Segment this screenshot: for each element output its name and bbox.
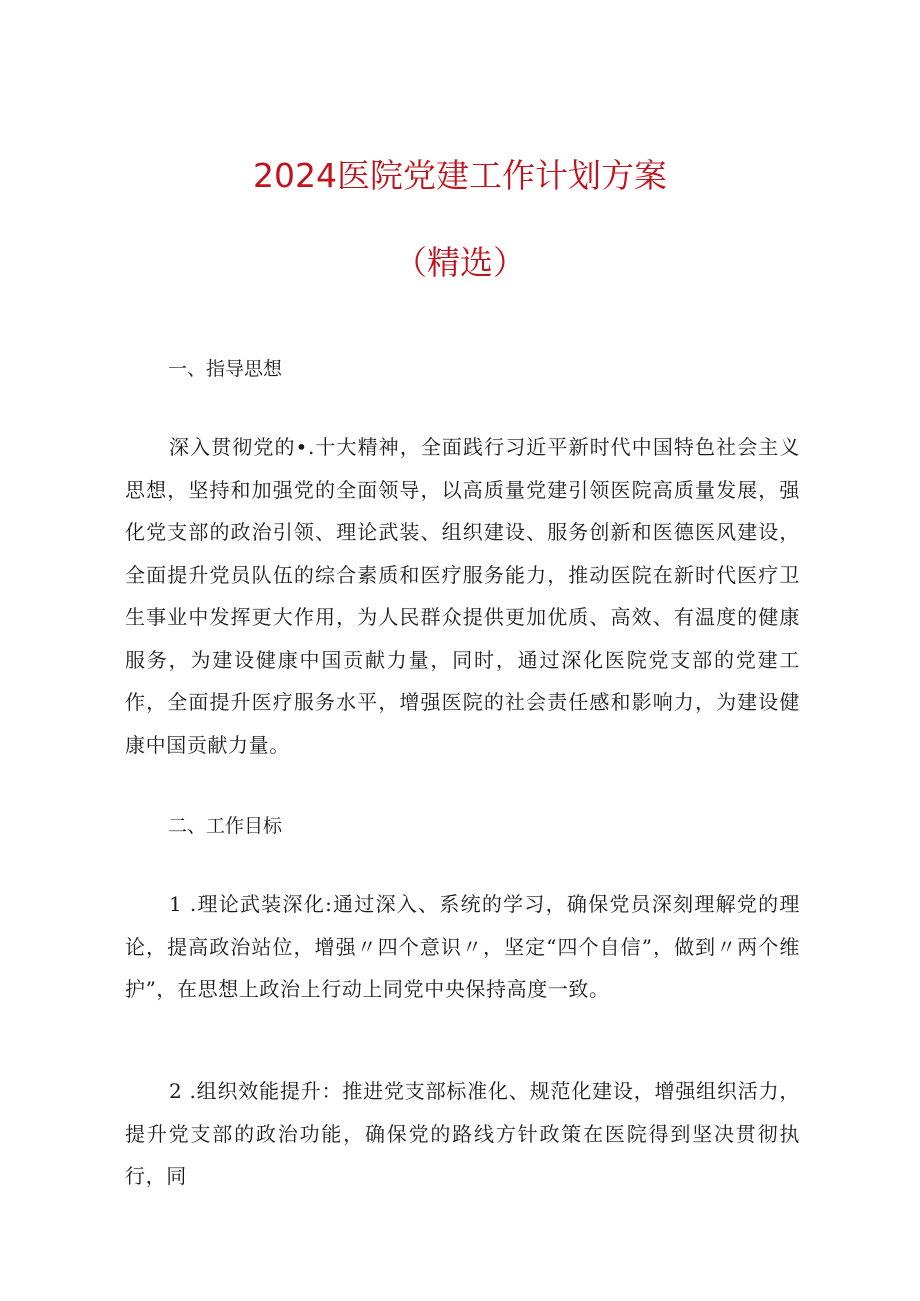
section-heading-work-goals: 二、工作目标 [168,815,283,837]
document-title: 2024医院党建工作计划方案 [253,156,667,195]
paragraph-goal-organization: 2 .组织效能提升：推进党支部标准化、规范化建设，增强组织活力，提升党支部的政治功能，确保党的路线方针政策在医院得到坚决贯彻执行，同 [125,1079,800,1188]
section-heading-guiding-ideology: 一、指导思想 [168,358,283,380]
document-subtitle: （精选） [394,243,526,282]
paragraph-guiding-ideology: 深入贯彻党的•.十大精神，全面践行习近平新时代中国特色社会主义思想，坚持和加强党的全面领导，以高质量党建引领医院高质量发展，强化党支部的政治引领、理论武装、组织建设、服务创新和医德医风建设，全面提升党员队伍的综合素质和医疗服务能力，推动医院在新时代医疗卫生事业中发挥更大作用，为人民群众提供更加优质、高效、有温度的健康服务，为建设健康中国贡献力量，同时，通过深化医院党支部的党建工作，全面提升医疗服务水平，增强医院的社会责任感和影响力，为建设健康中国贡献力量。 [125,435,800,757]
paragraph-goal-theory: 1 .理论武装深化:通过深入、系统的学习，确保党员深刻理解党的理论，提高政治站位，增强〃四个意识〃，坚定“四个自信”，做到〃两个维护”，在思想上政治上行动上同党中央保持高度一致。 [125,892,800,1001]
